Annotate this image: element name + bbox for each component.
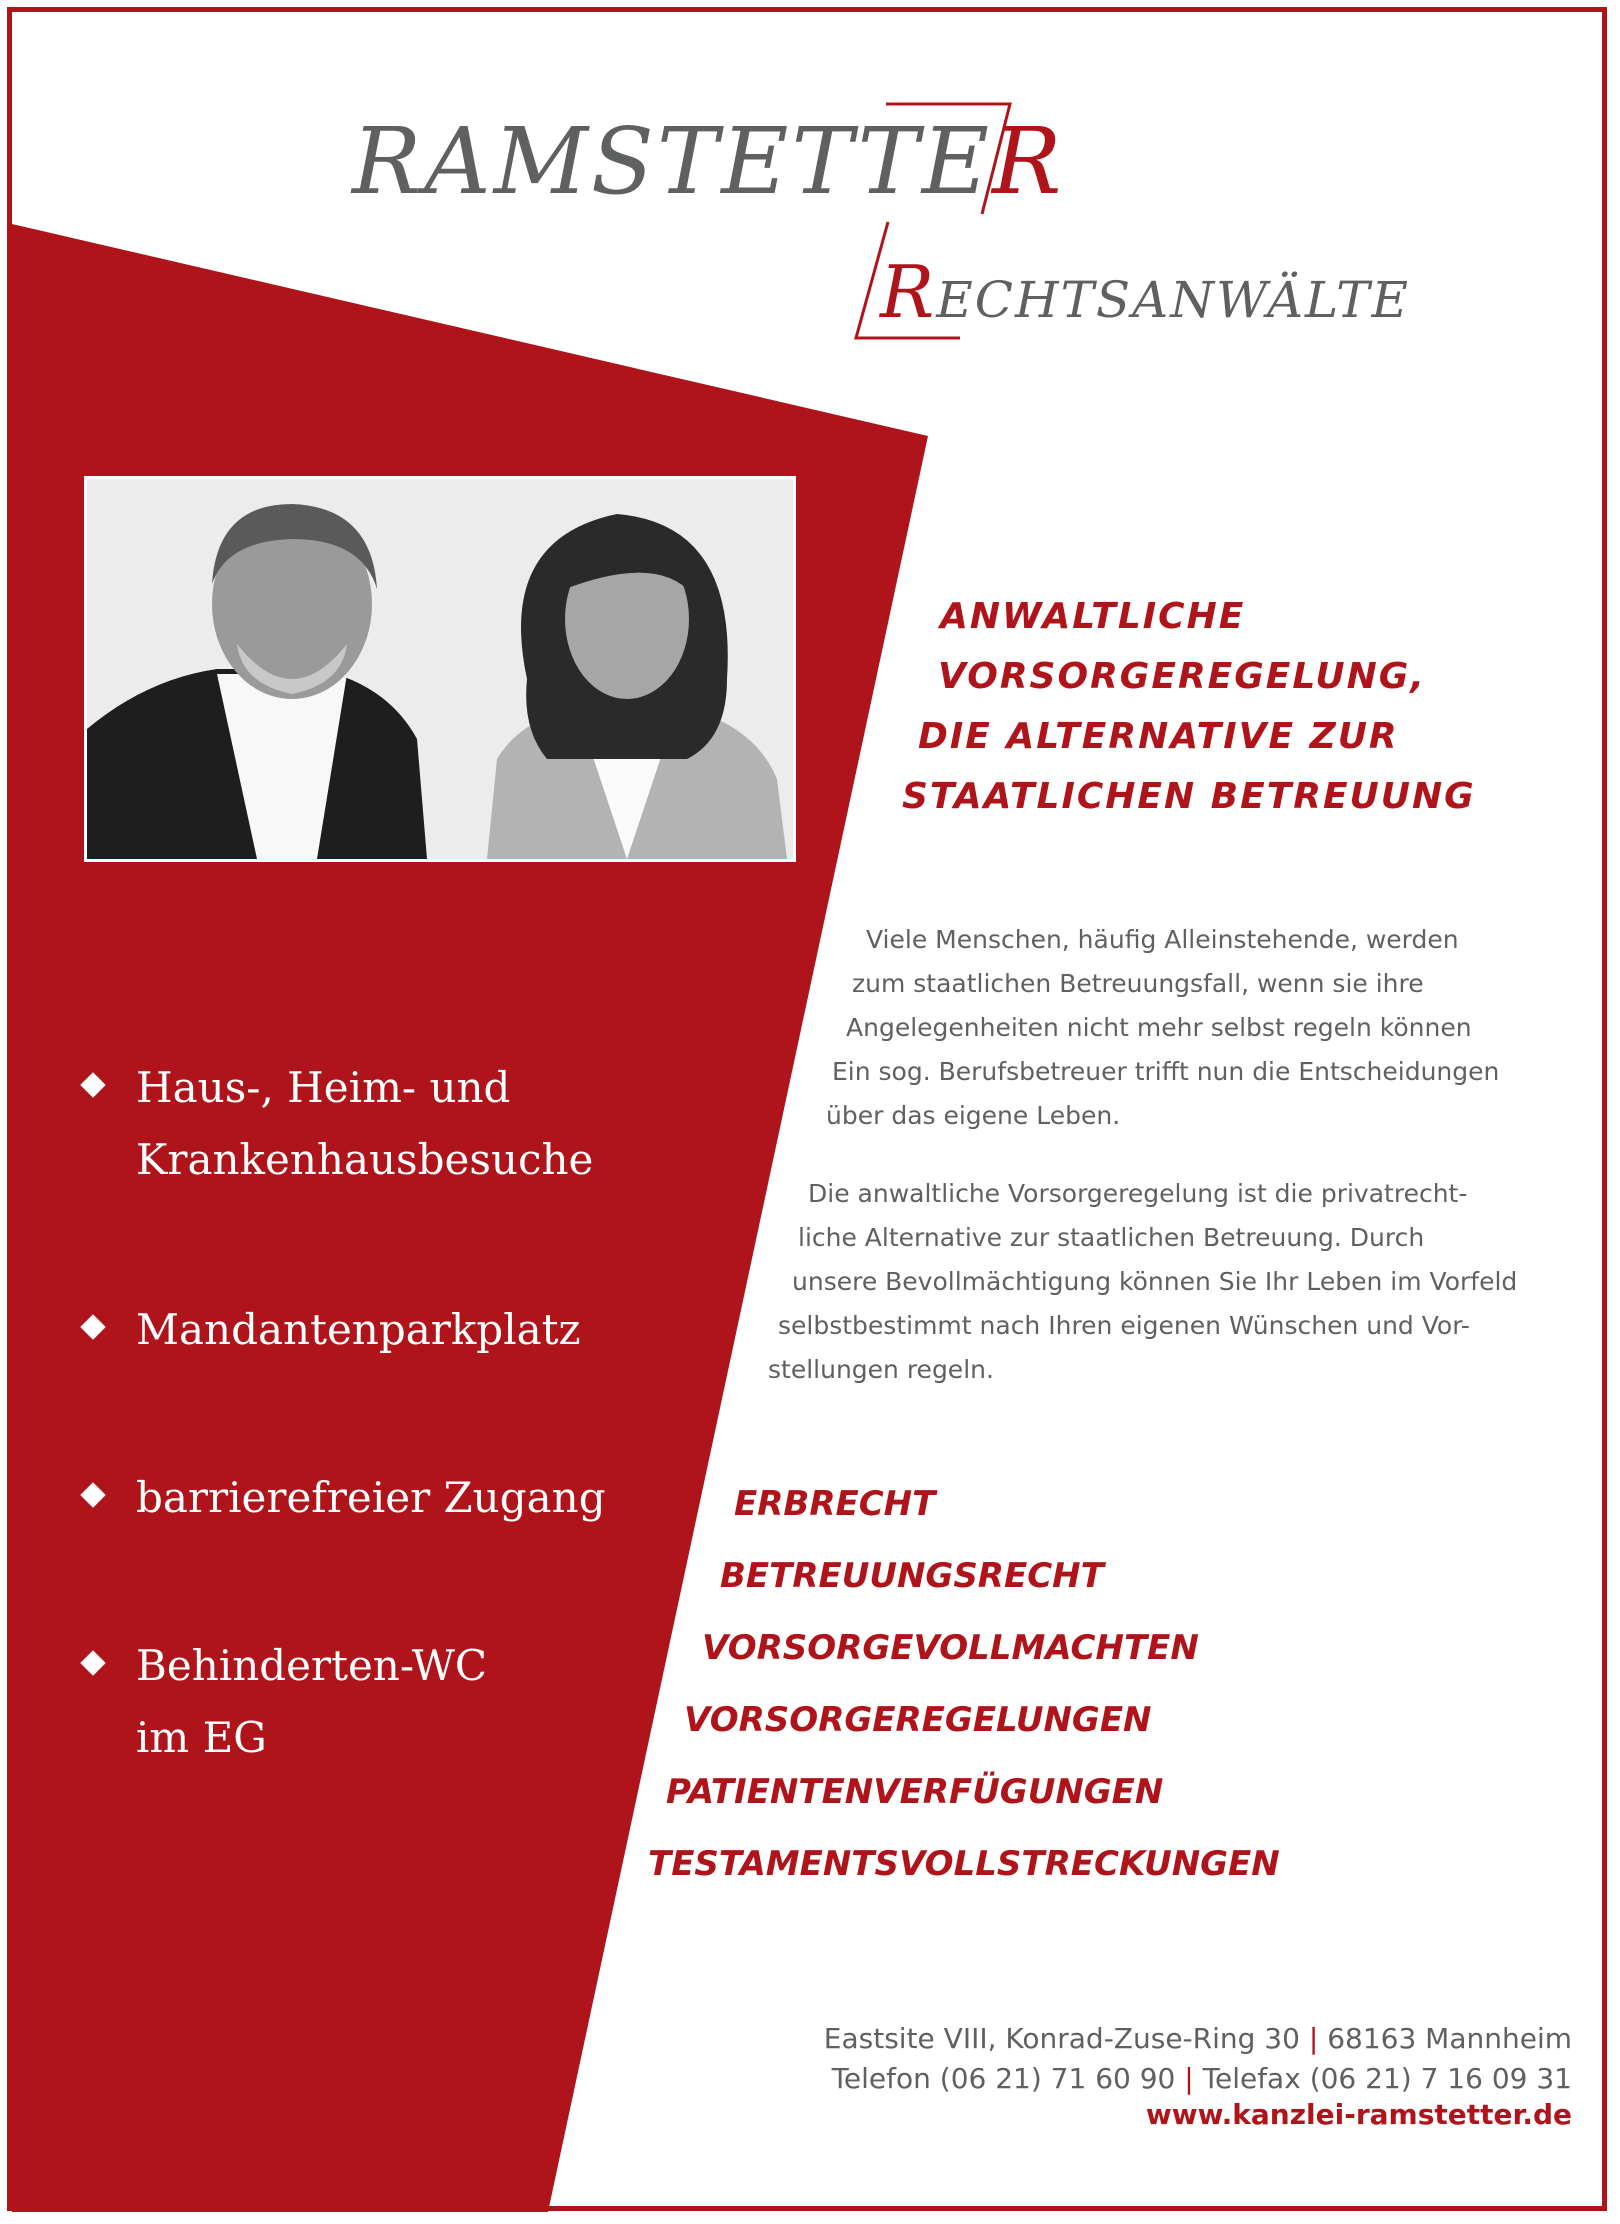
contact-address-line [824, 2022, 1572, 2055]
paragraph-1-line-1: Viele Menschen, häufig Alleinstehende, werden [866, 925, 1459, 954]
headline-line-4: STAATLICHEN BETREUUNG [902, 776, 1476, 817]
feature-item-wc-line-2: im EG [136, 1713, 267, 1762]
headline-line-3: DIE ALTERNATIVE ZUR [918, 716, 1399, 757]
website-link[interactable]: www.kanzlei-ramstetter.de [1145, 2098, 1572, 2131]
headline-line-1: ANWALTLICHE [940, 596, 1246, 637]
paragraph-1-line-5: über das eigene Leben. [826, 1101, 1121, 1130]
logo-subtitle [880, 250, 1410, 334]
logo-subtitle-initial: R [880, 250, 937, 334]
paragraph-2-line-5: stellungen regeln. [768, 1355, 994, 1384]
service-item: VORSORGEREGELUNGEN [684, 1700, 1152, 1740]
feature-item-visits [84, 1052, 593, 1196]
feature-item-visits-line-1: Haus-, Heim- und [136, 1063, 511, 1112]
service-item: BETREUUNGSRECHT [720, 1556, 1104, 1596]
feature-item-accessible-line-1: barrierefreier Zugang [136, 1473, 606, 1522]
diamond-icon [80, 1072, 105, 1097]
paragraph-2-line-4: selbstbestimmt nach Ihren eigenen Wünschen und Vor- [778, 1311, 1470, 1340]
paragraph-2-line-2: liche Alternative zur staatlichen Betreuung. Durch [798, 1223, 1425, 1252]
lawyers-photo [84, 476, 796, 862]
feature-item-parking [84, 1294, 581, 1366]
paragraph-1-line-3: Angelegenheiten nicht mehr selbst regeln können [846, 1013, 1472, 1042]
headline-line-2: VORSORGEREGELUNG, [938, 656, 1426, 697]
service-item: TESTAMENTSVOLLSTRECKUNGEN [648, 1844, 1280, 1884]
diamond-icon [80, 1314, 105, 1339]
logo-subtitle-rest: ECHTSANWÄLTE [936, 271, 1411, 329]
contact-address: Eastsite VIII, Konrad-Zuse-Ring 30 [823, 2022, 1300, 2055]
contact-separator: | [1308, 2022, 1319, 2055]
feature-item-parking-line-1: Mandantenparkplatz [136, 1305, 581, 1354]
feature-item-wc-line-1: Behinderten-WC [136, 1641, 488, 1690]
logo-name-last-letter: R [992, 108, 1065, 215]
contact-separator: | [1184, 2062, 1194, 2095]
contact-city: 68163 Mannheim [1327, 2022, 1572, 2055]
contact-fax: Telefax (06 21) 7 16 09 31 [1202, 2062, 1572, 2095]
diamond-icon [80, 1650, 105, 1675]
logo-name [352, 108, 1064, 215]
paragraph-1-line-2: zum staatlichen Betreuungsfall, wenn sie ihre [852, 969, 1424, 998]
contact-phone-line [832, 2062, 1572, 2095]
paragraph-2-line-3: unsere Bevollmächtigung können Sie Ihr Leben im Vorfeld [792, 1267, 1518, 1296]
diamond-icon [80, 1482, 105, 1507]
feature-item-accessible [84, 1462, 606, 1534]
service-item: PATIENTENVERFÜGUNGEN [666, 1772, 1164, 1812]
logo-name-main: RAMSTETTE [352, 108, 993, 215]
contact-phone: Telefon (06 21) 71 60 90 [831, 2062, 1176, 2095]
feature-item-visits-line-2: Krankenhausbesuche [136, 1135, 594, 1184]
paragraph-1-line-4: Ein sog. Berufsbetreuer trifft nun die Entscheidungen [832, 1057, 1500, 1086]
feature-item-wc [84, 1630, 487, 1774]
service-item: ERBRECHT [734, 1484, 936, 1524]
service-item: VORSORGEVOLLMACHTEN [702, 1628, 1199, 1668]
paragraph-2-line-1: Die anwaltliche Vorsorgeregelung ist die privatrecht- [808, 1179, 1468, 1208]
